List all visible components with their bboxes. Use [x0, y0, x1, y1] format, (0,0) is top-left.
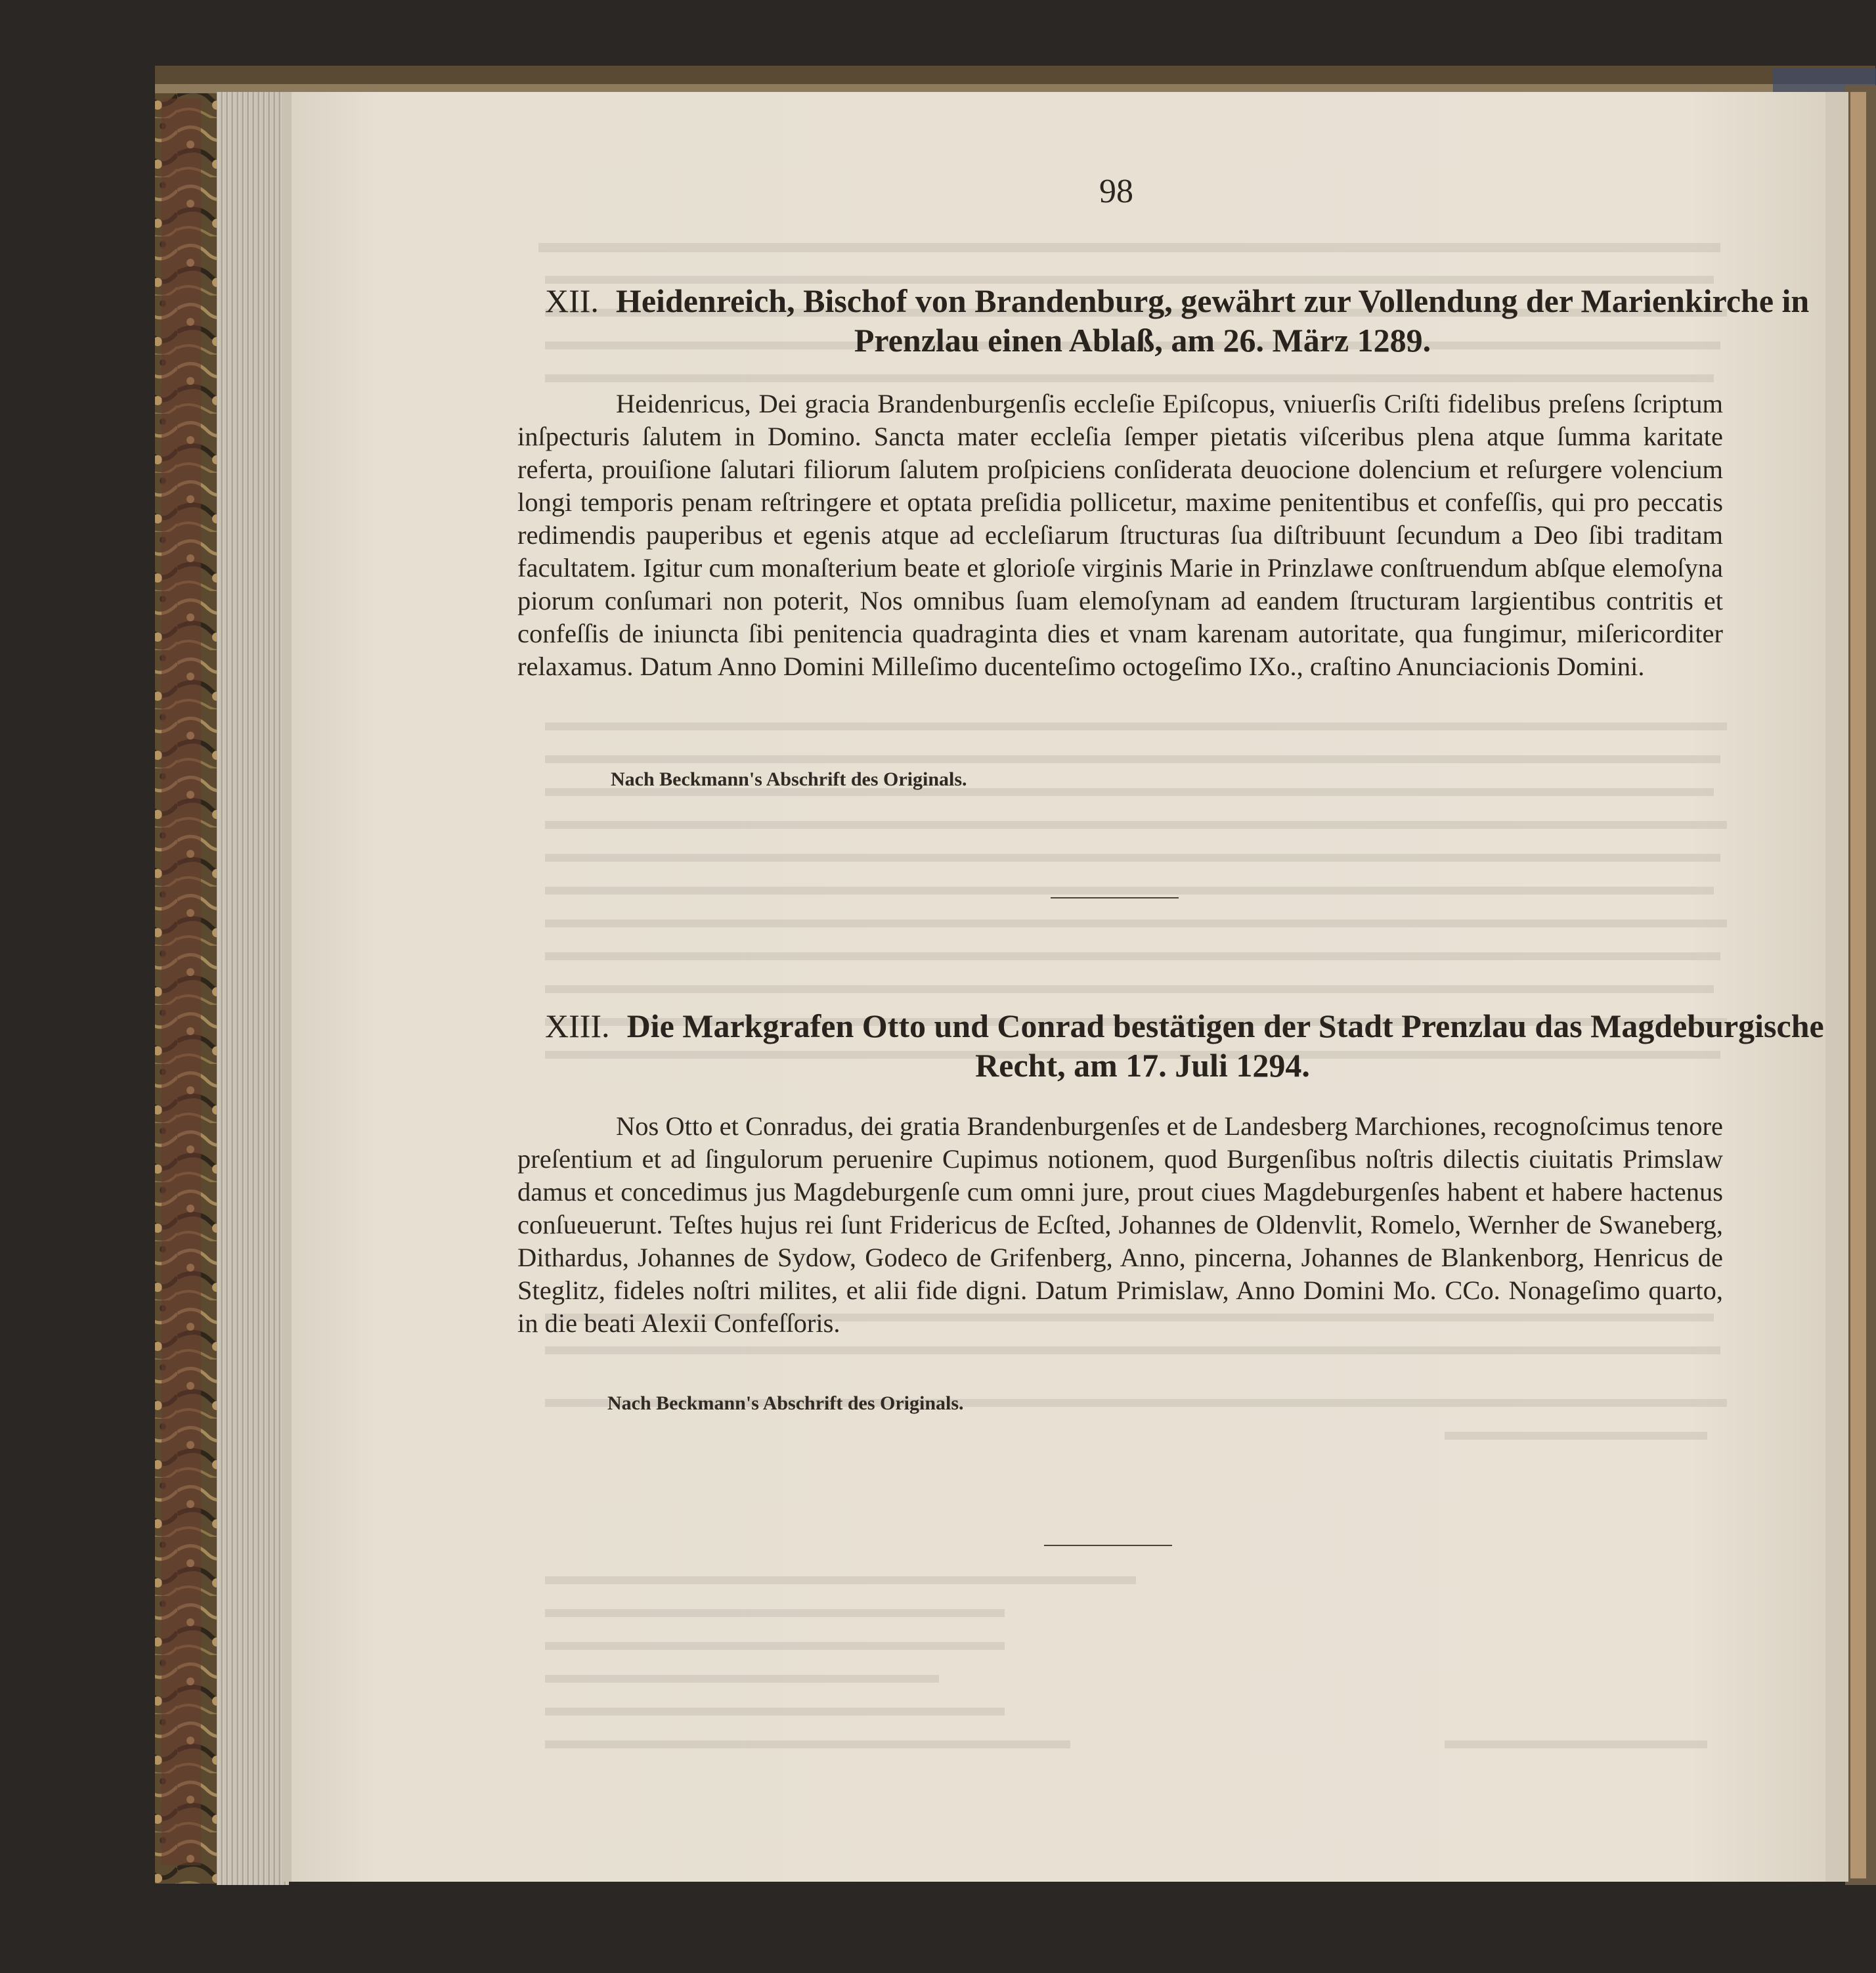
end-divider — [1044, 1545, 1172, 1546]
document-heading-xiii — [545, 1006, 1824, 1085]
heading-line-1 — [545, 281, 1810, 321]
heading-line-1 — [545, 1006, 1824, 1046]
document-numeral: XIII. — [545, 1008, 610, 1044]
heading-title-text: Die Markgrafen Otto und Conrad bestätigen der Stadt Prenzlau das Magdeburgische — [626, 1008, 1824, 1044]
section-divider — [1051, 897, 1179, 898]
source-note-xii: Nach Beckmann's Abschrift des Originals. — [611, 768, 967, 790]
document-body-xii: Heidenricus, Dei gracia Brandenburgenſis eccleſie Epiſcopus, vniuerſis Criſti fidelibus preſens ſcriptum inſpecturis ſalutem in Domino. Sancta mater eccleſia ſemper pietatis viſceribus plena atque ſumma karitate referta, prouiſione ſalutari filiorum ſalutem proſpiciens conſiderata deuocione dolencium et reſurgere volencium longi temporis penam reſtringere et optata preſidia pollicetur, maxime penitentibus et confeſſis, qui pro peccatis redimendis pauperibus et egenis atque ad eccleſiarum ſtructuras ſua diſtribuunt ſecundum a Deo ſibi traditam facultatem. Igitur cum monaſterium beate et glorioſe virginis Marie in Prinzlawe conſtruendum abſque elemoſyna piorum conſumari non poterit, Nos omnibus ſuam elemoſynam ad eandem ſtructuram largientibus contritis et confeſſis de iniuncta ſibi penitencia quadraginta dies et vnam karenam autoritate, qua fungimur, miſericorditer relaxamus. Datum Anno Domini Milleſimo ducenteſimo octogeſimo IXo., craſtino Anunciacionis Domini. — [517, 389, 1723, 681]
document-body-xiii: Nos Otto et Conradus, dei gratia Brandenburgenſes et de Landesberg Marchiones, recognoſcimus tenore preſentium et ad ſingulorum peruenire Cupimus notionem, quod Burgenſibus noſtris dilectis ciuitatis Primslaw damus et concedimus jus Magdeburgenſe cum omni jure, prout ciues Magdeburgenſes habent et habere hactenus conſueuerunt. Teſtes hujus rei ſunt Fridericus de Ecſted, Johannes de Oldenvlit, Romelo, Wernher de Swaneberg, Dithardus, Johannes de Sydow, Godeco de Grifenberg, Anno, pincerna, Johannes de Blankenborg, Henricus de Steglitz, fideles noſtri milites, et alii fide digni. Datum Primislaw, Anno Domini Mo. CCo. Nonageſimo quarto, in die beati Alexii Confeſſoris. — [517, 1111, 1723, 1338]
heading-title-text: Heidenreich, Bischof von Brandenburg, gewährt zur Vollendung der Marienkirche in — [615, 282, 1810, 319]
heading-line-2: Prenzlau einen Ablaß, am 26. März 1289. — [854, 322, 1431, 359]
source-note-xiii: Nach Beckmann's Abschrift des Originals. — [607, 1392, 964, 1414]
document-heading-xii — [545, 281, 1810, 360]
page-number: 98 — [1099, 173, 1133, 210]
document-numeral: XII. — [545, 282, 599, 319]
heading-line-2: Recht, am 17. Juli 1294. — [975, 1047, 1310, 1084]
